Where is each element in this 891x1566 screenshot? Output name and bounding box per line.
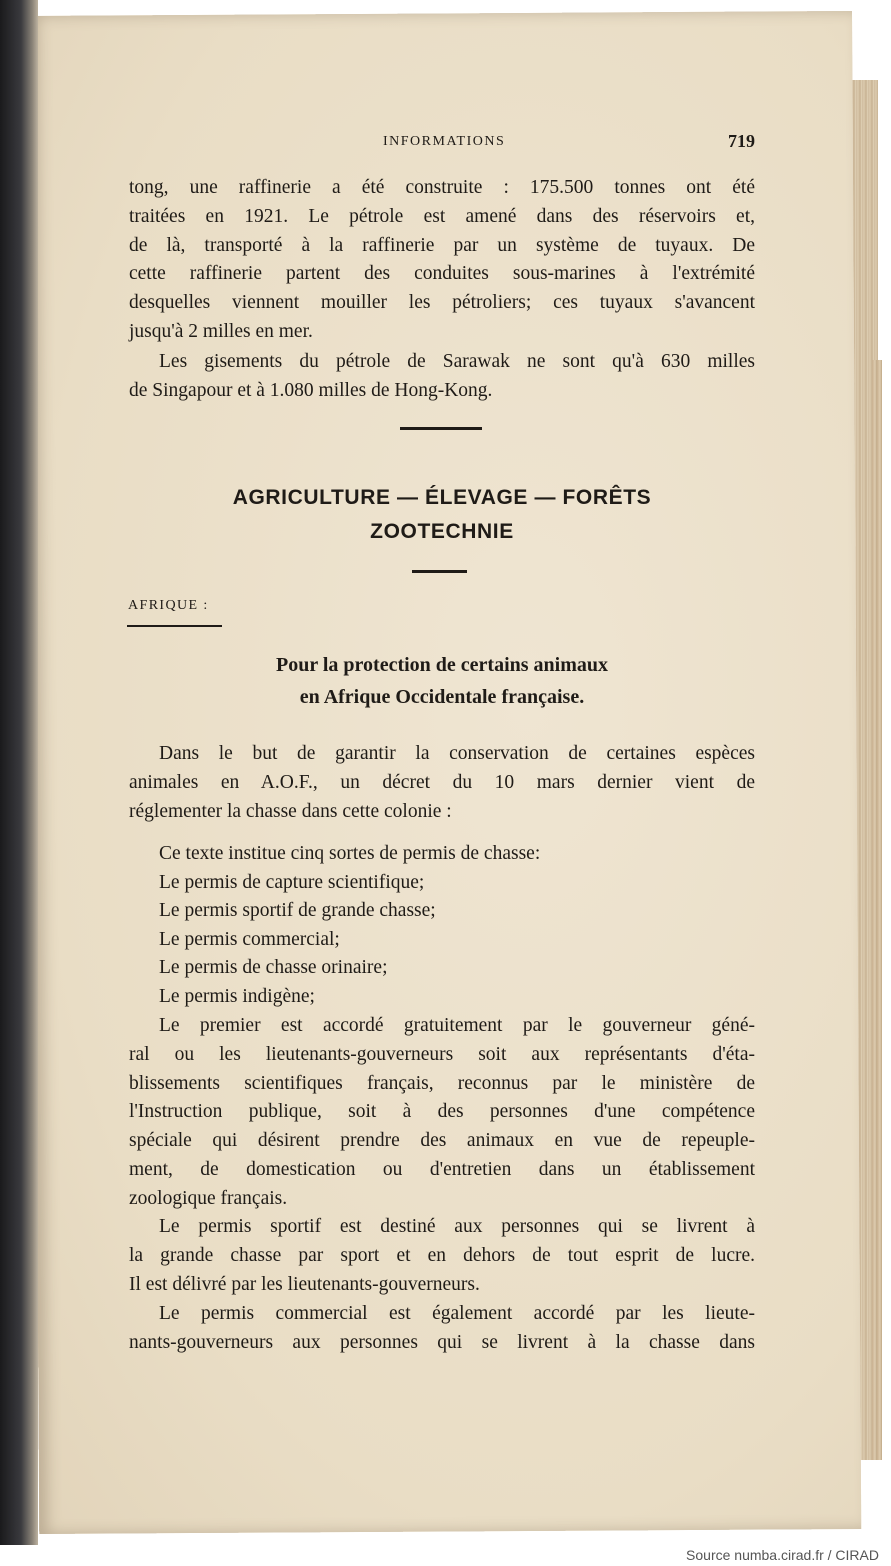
book-binding	[0, 0, 38, 1545]
text-line: desquelles viennent mouiller les pétroliers; ces tuyaux s'avancent	[129, 292, 755, 314]
permit-list	[159, 840, 540, 1012]
text-line: nants-gouverneurs aux personnes qui se livrent à la chasse dans	[129, 1331, 755, 1353]
page-number: 719	[728, 131, 755, 151]
section-title-rule	[412, 570, 467, 573]
list-item: Le permis indigène;	[159, 985, 315, 1007]
section-title-line2: ZOOTECHNIE	[370, 520, 514, 543]
text-line: Le permis sportif est destiné aux personnes qui se livrent à	[159, 1216, 755, 1237]
text-line: de Singapour et à 1.080 milles de Hong-Kong.	[129, 379, 493, 401]
text-line: tong, une raffinerie a été construite : 175.500 tonnes ont été	[129, 177, 755, 198]
text-line: Il est délivré par les lieutenants-gouverneurs.	[129, 1273, 480, 1295]
running-title: INFORMATIONS	[383, 134, 506, 149]
permit-list-intro: Ce texte institue cinq sortes de permis de chasse:	[159, 843, 541, 864]
text-line: Dans le but de garantir la conservation de certaines espèces	[159, 743, 755, 764]
text-line: spéciale qui désirent prendre des animaux en vue de repeuple-	[129, 1130, 755, 1152]
list-item: Le permis de capture scientifique;	[159, 871, 425, 893]
distance-paragraph	[129, 348, 755, 406]
text-line: de là, transporté à la raffinerie par un système de tuyaux. De	[129, 234, 755, 256]
decree-paragraph	[129, 740, 755, 826]
subsection-underline	[127, 625, 222, 627]
first-permit-paragraph	[129, 1012, 755, 1214]
text-line: Le permis commercial est également accordé par les lieute-	[159, 1303, 755, 1324]
text-line: cette raffinerie partent des conduites sous-marines à l'extrémité	[129, 263, 755, 285]
text-line: la grande chasse par sport et en dehors de tout esprit de lucre.	[129, 1244, 755, 1266]
text-line: traitées en 1921. Le pétrole est amené dans des réservoirs et,	[129, 205, 755, 227]
source-credit: Source numba.cirad.fr / CIRAD	[686, 1547, 879, 1563]
intro-paragraph	[129, 174, 755, 347]
text-line: ral ou les lieutenants-gouverneurs soit aux représentants d'éta-	[129, 1043, 755, 1065]
section-title-line1: AGRICULTURE — ÉLEVAGE — FORÊTS	[232, 486, 652, 509]
text-line: l'Instruction publique, soit à des personnes d'une compétence	[129, 1101, 755, 1123]
text-line: zoologique français.	[129, 1187, 288, 1209]
text-line: jusqu'à 2 milles en mer.	[129, 320, 313, 342]
page-stack-edge-outer	[872, 360, 882, 1460]
text-line: Le premier est accordé gratuitement par le gouverneur géné-	[159, 1015, 755, 1036]
text-line: blissements scientifiques français, reconnus par le ministère de	[129, 1072, 755, 1094]
article-title-line2: en Afrique Occidentale française.	[299, 686, 585, 708]
subsection-label: AFRIQUE :	[128, 598, 209, 613]
text-line: Les gisements du pétrole de Sarawak ne sont qu'à 630 milles	[159, 351, 755, 372]
list-item: Le permis sportif de grande chasse;	[159, 900, 436, 922]
text-line: ment, de domestication ou d'entretien dans un établissement	[129, 1158, 755, 1180]
section-divider-rule	[400, 427, 482, 430]
list-item: Le permis commercial;	[159, 928, 340, 950]
sport-permit-paragraph	[129, 1213, 755, 1299]
text-line: animales en A.O.F., un décret du 10 mars dernier vient de	[129, 771, 755, 793]
text-line: réglementer la chasse dans cette colonie :	[129, 800, 452, 822]
commercial-permit-paragraph	[129, 1300, 755, 1358]
list-item: Le permis de chasse orinaire;	[159, 957, 388, 979]
article-title-line1: Pour la protection de certains animaux	[275, 654, 609, 676]
